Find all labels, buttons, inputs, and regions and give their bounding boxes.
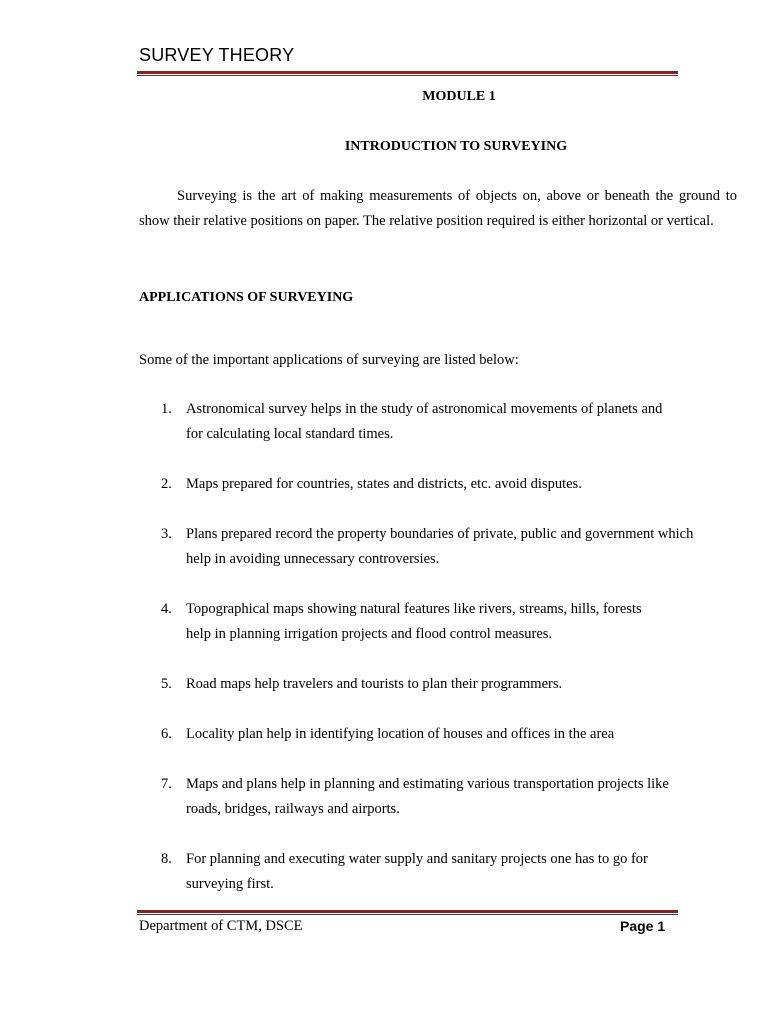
list-item-number: 5. — [161, 676, 172, 692]
list-item — [139, 772, 737, 822]
chapter-title: INTRODUCTION TO SURVEYING — [344, 139, 568, 154]
list-item-line: Maps prepared for countries, states and districts, etc. avoid disputes. — [186, 476, 582, 492]
list-item-number: 4. — [161, 601, 172, 617]
applications-list — [139, 397, 737, 922]
list-item — [139, 397, 737, 447]
list-item-line: help in avoiding unnecessary controversies. — [186, 551, 440, 567]
list-item-number: 8. — [161, 851, 172, 867]
footer-page-number: Page 1 — [620, 918, 666, 934]
list-item-line: Locality plan help in identifying location of houses and offices in the area — [186, 726, 615, 742]
header-rule — [137, 71, 678, 76]
applications-lead: Some of the important applications of surveying are listed below: — [139, 352, 519, 368]
list-item — [139, 672, 737, 697]
list-item — [139, 522, 737, 572]
list-item-line: for calculating local standard times. — [186, 426, 394, 442]
running-header-title: SURVEY THEORY — [139, 45, 295, 65]
list-item-line: surveying first. — [186, 876, 274, 892]
list-item-number: 3. — [161, 526, 172, 542]
list-item-line: For planning and executing water supply and sanitary projects one has to go for — [186, 851, 648, 867]
list-item-number: 7. — [161, 776, 172, 792]
list-item-line: Astronomical survey helps in the study of astronomical movements of planets and — [186, 401, 663, 417]
list-item-number: 6. — [161, 726, 172, 742]
list-item — [139, 472, 737, 497]
module-label: MODULE 1 — [422, 89, 496, 104]
list-item-line: Road maps help travelers and tourists to plan their programmers. — [186, 676, 563, 692]
section-heading: APPLICATIONS OF SURVEYING — [139, 290, 354, 305]
list-item-number: 1. — [161, 401, 172, 417]
list-item — [139, 847, 737, 897]
list-item — [139, 597, 737, 647]
list-item-line: Plans prepared record the property boundaries of private, public and government which — [186, 526, 694, 542]
list-item-number: 2. — [161, 476, 172, 492]
list-item-line: Topographical maps showing natural features like rivers, streams, hills, forests — [186, 601, 642, 617]
list-item — [139, 722, 737, 747]
footer-department: Department of CTM, DSCE — [139, 918, 303, 934]
list-item-line: roads, bridges, railways and airports. — [186, 801, 400, 817]
list-item-line: Maps and plans help in planning and estimating various transportation projects like — [186, 776, 669, 792]
footer-rule — [137, 910, 678, 915]
intro-paragraph: Surveying is the art of making measurements of objects on, above or beneath the ground to show their relative positions on paper. The relative position required is either horizontal or vertical. — [139, 188, 737, 229]
list-item-line: help in planning irrigation projects and flood control measures. — [186, 626, 553, 642]
